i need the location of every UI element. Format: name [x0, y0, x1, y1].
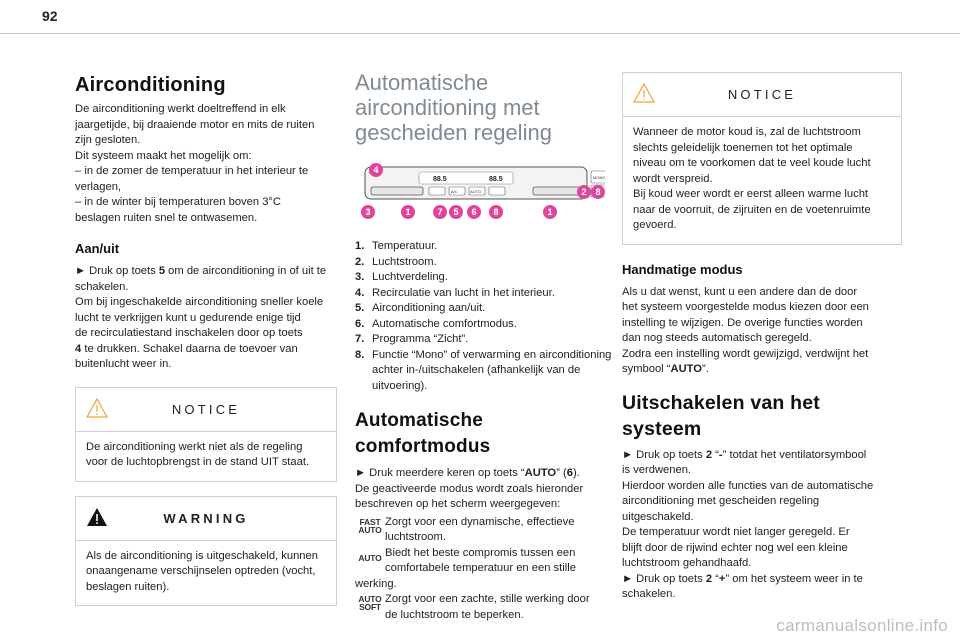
mode-auto-soft [355, 592, 617, 623]
warning-label: WARNING [163, 510, 249, 526]
text-line: schakelen. [75, 280, 129, 293]
text-line: de luchtstroom te beperken. [385, 608, 524, 621]
callout-badge: 2 [577, 185, 591, 199]
page-number: 92 [42, 8, 58, 24]
text-line: Dit systeem maakt het mogelijk om: [75, 149, 252, 162]
text-line: 4 te drukken. Schakel daarna de toevoer van [75, 342, 298, 355]
text-line: Als u dat wenst, kunt u een andere dan de door [622, 285, 858, 298]
section-title-automatic-ac: Automatische airconditioning met gescheiden regeling [355, 70, 552, 145]
text-line: gevoerd. [633, 219, 677, 231]
aan-uit-text [75, 264, 337, 373]
list-item: 8. Functie “Mono” of verwarming en airconditioning [355, 348, 612, 361]
text-line: luchtstroom. [385, 531, 446, 543]
text-line: Wanneer de motor koud is, zal de luchtstroom [633, 126, 861, 138]
callout-badge: 6 [467, 205, 481, 219]
notice-box [75, 387, 337, 482]
callout-badge: 5 [449, 205, 463, 219]
auto-icon: AUTO [358, 552, 382, 563]
text-line: ► Druk meerdere keren op toets “AUTO” (6). [355, 467, 580, 479]
callout-badge: 7 [433, 205, 447, 219]
text-line: wordt verspreid. [633, 172, 713, 185]
text-line: verlagen, [75, 180, 122, 193]
mode-fast-auto [355, 515, 617, 546]
notice-box [622, 72, 902, 245]
callout-badge: 4 [369, 163, 383, 177]
section-title-airconditioning: Airconditioning [75, 74, 226, 96]
warning-box [75, 496, 337, 607]
text-line: Zodra een instelling wordt gewijzigd, verdwijnt het [622, 347, 869, 360]
text-line: airconditioning met gescheiden regeling [622, 495, 820, 507]
warning-triangle-icon [86, 507, 108, 527]
text-line: De airconditioning werkt niet als de regeling [86, 440, 303, 453]
display-temp-right: 88.5 [489, 176, 503, 183]
callout-badge: 1 [401, 205, 415, 219]
list-item: uitvoering). [372, 379, 428, 392]
notice-header [623, 73, 901, 117]
notice-label: NOTICE [727, 87, 797, 102]
list-item: 5. Airconditioning aan/uit. [355, 302, 486, 314]
text-line: de recirculatiestand inschakelen door op toets [75, 327, 303, 339]
callout-badge: 8 [489, 205, 503, 219]
text-line: buitenlucht weer in. [75, 358, 172, 370]
text-line: symbool “AUTO”. [622, 363, 709, 375]
text-line: beslagen ruiten). [86, 580, 170, 593]
auto-soft-icon: AUTO SOFT [358, 594, 382, 612]
text-line: onaangename verschijnselen optreden (vocht, [86, 565, 316, 577]
manual-mode-text [622, 285, 902, 378]
text-line: Biedt het beste compromis tussen een [385, 546, 576, 559]
text-line: beschreven op het scherm weergegeven: [355, 498, 561, 510]
text-line: – in de winter bij temperaturen boven 3°C [75, 196, 281, 208]
callout-badge: 1 [543, 205, 557, 219]
text-line: Hierdoor worden alle functies van de automatische [622, 479, 874, 492]
column-left [75, 70, 337, 606]
text-line: ► Druk op toets 2 “+” om het systeem weer in te [622, 572, 863, 585]
text-line: blijft door de rijwind echter nog wel een kleine [622, 541, 848, 554]
text-line: schakelen. [622, 588, 676, 600]
column-middle [355, 70, 617, 623]
callout-badge: 8 [591, 185, 605, 199]
notice-triangle-icon [633, 83, 655, 103]
notice-triangle-icon [86, 398, 108, 418]
text-line: Als de airconditioning is uitgeschakeld, kunnen [86, 549, 318, 562]
text-line: voor de luchtopbrengst in de stand UIT staat. [86, 456, 310, 468]
panel-ac-label: A/C [451, 189, 458, 194]
panel-auto-label: AUTO [470, 189, 482, 194]
column-right [622, 72, 902, 603]
callout-badge: 3 [361, 205, 375, 219]
text-line: jaargetijde, bij draaiende motor en mits de ruiten [75, 118, 315, 131]
text-line: het systeem voorgestelde modus kiezen door een [622, 301, 869, 313]
display-temp-left: 88.5 [433, 176, 447, 183]
text-line: De geactiveerde modus wordt zoals hieronder [355, 482, 584, 495]
text-line: instelling te wijzigen. De overige functies worden [622, 316, 863, 329]
list-item: 7. Programma “Zicht”. [355, 333, 469, 345]
list-item: 4. Recirculatie van lucht in het interieur. [355, 286, 555, 299]
text-line: werking. [355, 577, 397, 590]
list-item: achter in-/uitschakelen (afhankelijk van de [372, 364, 581, 376]
text-line: De airconditioning werkt doeltreffend in elk [75, 103, 286, 115]
text-line: comfortabele temperatuur en een stille [385, 562, 576, 574]
text-line: slechts geleidelijk toenemen tot het optimale [633, 141, 853, 154]
intro-text [75, 102, 337, 226]
mode-auto [355, 546, 617, 577]
text-line: Zorgt voor een zachte, stille werking door [385, 593, 590, 605]
text-line: dan nog steeds automatisch geregeld. [622, 332, 812, 344]
section-title-system-off: Uitschakelen van het systeem [622, 391, 820, 440]
notice-header [76, 388, 336, 432]
subsection-title-aan-uit: Aan/uit [75, 241, 120, 256]
text-line: niveau om te voorkomen dat te veel koude lucht [633, 157, 871, 169]
warning-header [76, 497, 336, 541]
comfort-text [355, 466, 617, 513]
text-line: ► Druk op toets 5 om de airconditioning in of uit te [75, 265, 327, 277]
notice-body [623, 117, 901, 234]
text-line: Zorgt voor een dynamische, effectieve [385, 515, 575, 528]
text-line: De temperatuur wordt niet langer geregeld. Er [622, 526, 850, 538]
fast-auto-icon: FAST AUTO [358, 516, 382, 535]
text-line: naar de voorruit, de zijruiten en de voetenruimte [633, 203, 871, 216]
list-item: 2. Luchtstroom. [355, 255, 437, 268]
text-line: zijn gesloten. [75, 134, 141, 146]
subsection-title-manual-mode: Handmatige modus [622, 261, 743, 277]
text-line: – in de zomer de temperatuur in het interieur te [75, 165, 309, 177]
text-line: beslagen ruiten snel te ontwasemen. [75, 211, 258, 224]
text-line: luchtstroom gehandhaafd. [622, 557, 752, 569]
notice-body [76, 432, 336, 471]
text-line: ► Druk op toets 2 “-” totdat het ventilatorsymbool [622, 448, 867, 461]
warning-body [76, 541, 336, 596]
header-divider [0, 33, 960, 34]
list-item: 1. Temperatuur. [355, 240, 438, 252]
panel-mono-label: MONO [593, 175, 605, 180]
ac-control-panel-diagram [355, 163, 605, 223]
watermark: carmanualsonline.info [776, 616, 948, 635]
text-line: lucht te verkrijgen kunt u gedurende enige tijd [75, 311, 301, 324]
section-title-comfort-mode: Automatische comfortmodus [355, 410, 491, 457]
text-line: Om bij ingeschakelde airconditioning sneller koele [75, 296, 324, 308]
text-line: is verdwenen. [622, 464, 692, 476]
notice-label: NOTICE [171, 401, 241, 417]
legend-list [355, 239, 617, 394]
text-line: uitgeschakeld. [622, 510, 694, 523]
list-item: 6. Automatische comfortmodus. [355, 317, 517, 330]
system-off-text [622, 448, 902, 603]
text-line: Bij koud weer wordt er eerst alleen warme lucht [633, 188, 869, 200]
list-item: 3. Luchtverdeling. [355, 271, 448, 283]
